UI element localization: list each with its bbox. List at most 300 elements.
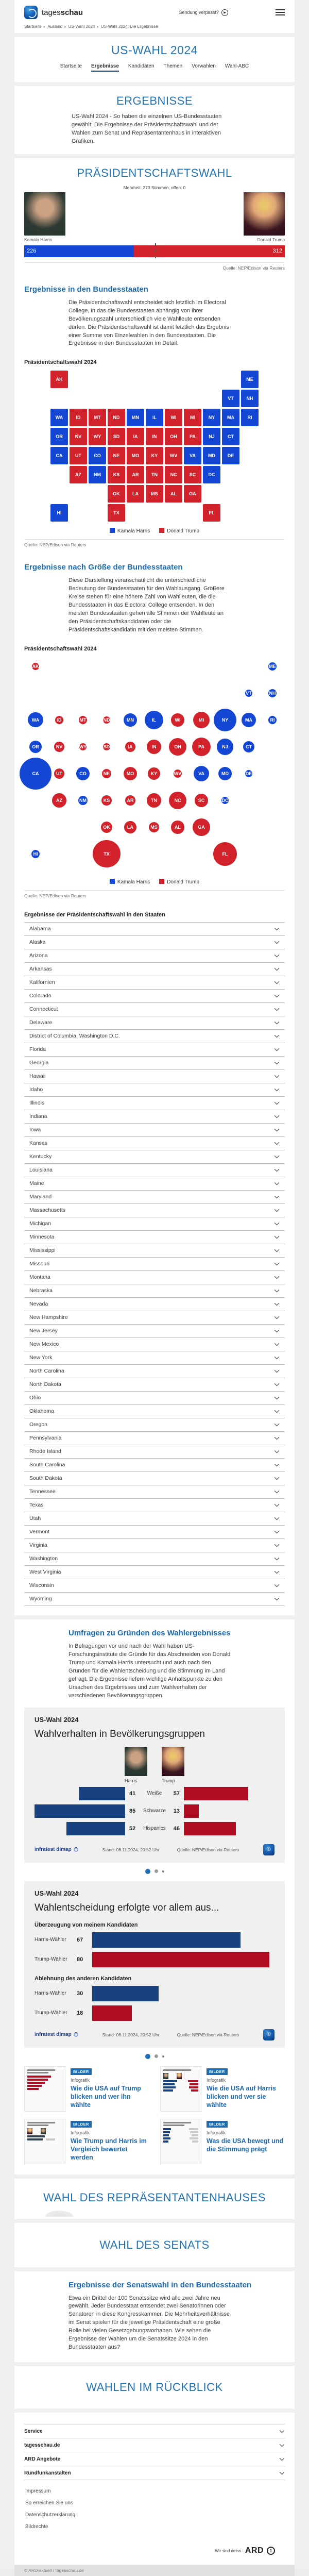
state-tile-LA[interactable]: LA bbox=[127, 485, 144, 503]
state-bubble-MD[interactable]: MD bbox=[218, 767, 232, 781]
chevron-down-icon bbox=[274, 1262, 280, 1266]
tab-themen[interactable]: Themen bbox=[163, 63, 183, 69]
chevron-down-icon bbox=[274, 1088, 280, 1092]
senate-text: Etwa ein Drittel der 100 Senatssitze wird alle zwei Jahre neu gewählt. Jeder Bundesstaat entsendet zwei Senatorinnen oder Senatoren in diese Kongresskammer. Die Mehrheitsverhältnisse im Senat spielen für die jeweilige Präsidentschaft eine große Rolle bei vielen Gesetzgebungsvorhaben. Wie sehen die Ergebnisse der Wahlen um die Senatssitze 2024 in den Bundesstaaten aus? bbox=[68, 2295, 230, 2351]
state-bubble-OR[interactable]: OR bbox=[29, 741, 42, 753]
reason-row bbox=[35, 1932, 274, 1948]
demo-row-Weiße bbox=[35, 1786, 274, 1801]
state-tile-CT[interactable]: CT bbox=[222, 428, 239, 445]
reason-group-label: Überzeugung von meinem Kandidaten bbox=[35, 1921, 138, 1928]
chevron-down-icon bbox=[274, 1343, 280, 1346]
majority-note: Mehrheit: 270 Stimmen, offen: 0 bbox=[123, 185, 186, 190]
state-accordion-row[interactable] bbox=[24, 1459, 285, 1472]
state-bubble-ME[interactable]: ME bbox=[268, 662, 277, 671]
carousel-dots bbox=[24, 1869, 285, 1874]
chevron-down-icon bbox=[274, 1316, 280, 1319]
state-accordion-row[interactable] bbox=[24, 1378, 285, 1392]
state-accordion-row[interactable] bbox=[24, 1083, 285, 1097]
state-accordion-row[interactable] bbox=[24, 1472, 285, 1485]
state-bubble-NV[interactable]: NV bbox=[54, 742, 65, 752]
state-accordion-row[interactable] bbox=[24, 923, 285, 936]
state-bubble-CA[interactable]: CA bbox=[20, 758, 52, 790]
state-name: Wisconsin bbox=[29, 1582, 54, 1589]
harris-bar bbox=[92, 1986, 159, 2001]
state-accordion-row[interactable] bbox=[24, 976, 285, 990]
map-chart-label: Präsidentschaftswahl 2024 bbox=[24, 359, 97, 366]
state-accordion-row[interactable] bbox=[24, 1204, 285, 1217]
stand-note: Stand: 06.11.2024, 20:52 Uhr bbox=[102, 2032, 160, 2037]
state-bubble-AK[interactable]: AK bbox=[32, 663, 40, 671]
state-tile-NY[interactable]: NY bbox=[203, 409, 220, 426]
state-tile-MO[interactable]: MO bbox=[127, 447, 144, 464]
state-tile-NC[interactable]: NC bbox=[165, 466, 182, 483]
state-tile-IL[interactable]: IL bbox=[146, 409, 163, 426]
tab-vorwahlen[interactable]: Vorwahlen bbox=[192, 63, 216, 69]
category-label: Schwarze bbox=[143, 1808, 166, 1814]
footer-accordion-ard-angebote[interactable] bbox=[24, 2452, 285, 2466]
voter-group-label: Trump-Wähler bbox=[35, 2010, 67, 2016]
state-name: South Carolina bbox=[29, 1462, 65, 1468]
state-tile-MN[interactable]: MN bbox=[127, 409, 144, 426]
state-tile-MI[interactable]: MI bbox=[184, 409, 201, 426]
legend-harris: Kamala Harris bbox=[110, 528, 150, 534]
state-bubble-NH[interactable]: NH bbox=[268, 689, 277, 698]
tab-kandidaten[interactable]: Kandidaten bbox=[128, 63, 154, 69]
chevron-down-icon bbox=[274, 1477, 280, 1480]
state-bubble-WI[interactable]: WI bbox=[171, 713, 185, 727]
state-bubble-PA[interactable]: PA bbox=[192, 738, 211, 757]
sendung-verpasst-link[interactable] bbox=[179, 9, 228, 16]
reason-row bbox=[35, 1986, 274, 2001]
state-tile-ND[interactable]: ND bbox=[108, 409, 125, 426]
footer-link[interactable]: Impressum bbox=[25, 2488, 51, 2495]
state-bubble-NE[interactable]: NE bbox=[102, 769, 112, 779]
state-accordion-row[interactable] bbox=[24, 1552, 285, 1566]
state-bubble-AL[interactable]: AL bbox=[171, 821, 184, 833]
state-accordion-row[interactable] bbox=[24, 1593, 285, 1606]
footer-link[interactable]: Bildrechte bbox=[25, 2524, 48, 2530]
chevron-down-icon bbox=[274, 1557, 280, 1561]
state-tile-MA[interactable]: MA bbox=[222, 409, 239, 426]
state-name: Iowa bbox=[29, 1127, 41, 1133]
trump-bar bbox=[184, 1822, 236, 1835]
ard-brand bbox=[24, 2533, 285, 2565]
chevron-down-icon bbox=[274, 1115, 280, 1118]
state-tile-FL[interactable]: FL bbox=[203, 504, 220, 522]
state-accordion-row[interactable] bbox=[24, 936, 285, 949]
state-bubble-MN[interactable]: MN bbox=[124, 713, 138, 727]
ard-one-icon: 1 bbox=[267, 2547, 275, 2555]
state-bubble-UT[interactable]: UT bbox=[54, 768, 65, 779]
teaser-title[interactable]: Wie die USA auf Trump blicken und wer ihn wählte bbox=[71, 2084, 141, 2109]
carousel-dot-1[interactable] bbox=[145, 2054, 150, 2059]
carousel-dot-3[interactable] bbox=[162, 1870, 164, 1872]
state-tile-CO[interactable]: CO bbox=[89, 447, 106, 464]
harris-thumb-name: Harris bbox=[125, 1778, 137, 1783]
state-list-heading: Ergebnisse der Präsidentschaftswahl in den Staaten bbox=[24, 911, 165, 918]
state-bubble-IL[interactable]: IL bbox=[145, 711, 164, 730]
state-tile-AZ[interactable]: AZ bbox=[70, 466, 87, 483]
state-name: Kalifornien bbox=[29, 979, 55, 986]
state-name: New Hampshire bbox=[29, 1314, 68, 1321]
state-name: Louisiana bbox=[29, 1167, 53, 1174]
teaser-card-2[interactable] bbox=[160, 2066, 285, 2112]
state-accordion-row[interactable] bbox=[24, 1325, 285, 1338]
state-accordion-row[interactable] bbox=[24, 1244, 285, 1258]
state-accordion-row[interactable] bbox=[24, 1579, 285, 1593]
state-accordion-row[interactable] bbox=[24, 1258, 285, 1271]
reason-group-label: Ablehnung des anderen Kandidaten bbox=[35, 1975, 132, 1982]
chevron-down-icon bbox=[274, 954, 280, 958]
carousel-dots bbox=[24, 2054, 285, 2059]
state-accordion-row[interactable] bbox=[24, 1164, 285, 1177]
state-tile-KS[interactable]: KS bbox=[108, 466, 125, 483]
teaser-card-4[interactable] bbox=[160, 2119, 285, 2164]
trump-value: 46 bbox=[173, 1825, 180, 1832]
state-tile-MS[interactable]: MS bbox=[146, 485, 163, 503]
state-accordion-row[interactable] bbox=[24, 1566, 285, 1579]
tab-startseite[interactable]: Startseite bbox=[60, 63, 82, 69]
state-name: Montana bbox=[29, 1274, 50, 1281]
state-accordion-row[interactable] bbox=[24, 963, 285, 976]
state-accordion-row[interactable] bbox=[24, 1432, 285, 1445]
state-tile-TN[interactable]: TN bbox=[146, 466, 163, 483]
state-bubble-DC[interactable]: DC bbox=[221, 797, 229, 805]
teaser-card-3[interactable] bbox=[24, 2119, 149, 2164]
state-accordion-row[interactable] bbox=[24, 1110, 285, 1124]
state-tile-GA[interactable]: GA bbox=[184, 485, 201, 503]
hamburger-menu-icon[interactable] bbox=[276, 9, 285, 15]
state-tile-SD[interactable]: SD bbox=[108, 428, 125, 445]
state-tile-KY[interactable]: KY bbox=[146, 447, 163, 464]
teaser-kicker: Infografik bbox=[207, 2130, 226, 2135]
harris-value: 41 bbox=[129, 1790, 136, 1797]
state-bubble-WA[interactable]: WA bbox=[28, 712, 43, 727]
chevron-down-icon bbox=[274, 1155, 280, 1159]
teaser-card-1[interactable] bbox=[24, 2066, 149, 2112]
state-tile-NV[interactable]: NV bbox=[70, 428, 87, 445]
trump-swatch bbox=[159, 879, 164, 884]
states-text: Die Präsidentschaftswahl entscheidet sich letztlich im Electoral College, in das die Bundesstaaten abhängig von ihrer Bevölkerungszahl unterschiedlich viele Wahlleute entsenden dürfen. Die Präsidentschaftswahl ist damit letztlich das Ergebnis einer Summe von Einzelwahlen in den Bundesstaaten. Die Ergebnisse in den Bundesstaaten im Detail. bbox=[68, 299, 229, 347]
vote-reason-bars bbox=[35, 1922, 274, 2021]
state-tile-UT[interactable]: UT bbox=[70, 447, 87, 464]
trump-thumb-name: Trump bbox=[162, 1778, 175, 1783]
chevron-down-icon bbox=[274, 1061, 280, 1065]
state-bubble-GA[interactable]: GA bbox=[193, 818, 210, 836]
state-accordion-row[interactable] bbox=[24, 1150, 285, 1164]
state-name: Maryland bbox=[29, 1194, 52, 1200]
senate-title-section bbox=[14, 2223, 295, 2267]
voter-group-label: Trump-Wähler bbox=[35, 1956, 67, 1962]
state-accordion-row[interactable] bbox=[24, 1070, 285, 1083]
state-tile-RI[interactable]: RI bbox=[241, 409, 259, 426]
chevron-down-icon bbox=[274, 1008, 280, 1011]
state-accordion-row[interactable] bbox=[24, 1177, 285, 1191]
tagesschau-logo-text[interactable]: tagesschau bbox=[42, 8, 83, 17]
state-name: Rhode Island bbox=[29, 1448, 61, 1455]
state-tile-ME[interactable]: ME bbox=[241, 371, 259, 388]
state-accordion-row[interactable] bbox=[24, 1526, 285, 1539]
demo-row-Schwarze bbox=[35, 1804, 274, 1818]
source-note: Quelle: NEP/Edison via Reuters bbox=[24, 262, 285, 271]
footer-link[interactable]: Datenschutzerklärung bbox=[25, 2512, 76, 2518]
state-tile-OH[interactable]: OH bbox=[165, 428, 182, 445]
chevron-down-icon bbox=[274, 1383, 280, 1386]
state-accordion-row[interactable] bbox=[24, 1311, 285, 1325]
state-bubble-VA[interactable]: VA bbox=[194, 766, 209, 781]
state-name: Texas bbox=[29, 1502, 44, 1509]
state-accordion-row[interactable] bbox=[24, 1231, 285, 1244]
ard-claim-text: Wir sind deins. bbox=[215, 2548, 242, 2553]
states-heading: Ergebnisse in den Bundesstaaten bbox=[24, 285, 148, 294]
state-name: Arkansas bbox=[29, 966, 52, 973]
footer-accordion-label: tagesschau.de bbox=[24, 2442, 60, 2448]
harris-photo bbox=[24, 192, 65, 236]
demographics-title: Wahlverhalten in Bevölkerungsgruppen bbox=[35, 1728, 205, 1739]
state-accordion-row[interactable] bbox=[24, 1539, 285, 1552]
state-tile-OR[interactable]: OR bbox=[50, 428, 68, 445]
copyright-text: © ARD-aktuell / tagesschau.de bbox=[24, 2568, 84, 2573]
footer-link[interactable]: So erreichen Sie uns bbox=[25, 2500, 73, 2506]
chevron-down-icon bbox=[274, 1048, 280, 1051]
state-tile-ID[interactable]: ID bbox=[70, 409, 87, 426]
value-label: 80 bbox=[77, 1956, 83, 1963]
state-accordion-row[interactable] bbox=[24, 949, 285, 963]
tab-wahl-abc[interactable]: Wahl-ABC bbox=[225, 63, 249, 69]
state-bubble-OH[interactable]: OH bbox=[169, 738, 187, 756]
chevron-down-icon bbox=[274, 1034, 280, 1038]
carousel-dot-2[interactable] bbox=[154, 2054, 158, 2058]
state-bubble-AZ[interactable]: AZ bbox=[52, 793, 66, 808]
state-bubble-MS[interactable]: MS bbox=[149, 822, 160, 833]
chevron-down-icon bbox=[274, 1450, 280, 1453]
state-accordion-row[interactable] bbox=[24, 1137, 285, 1150]
state-tile-VA[interactable]: VA bbox=[184, 447, 201, 464]
state-accordion-row[interactable] bbox=[24, 1097, 285, 1110]
state-tile-PA[interactable]: PA bbox=[184, 428, 201, 445]
value-label: 18 bbox=[77, 2010, 83, 2016]
state-bubble-TX[interactable]: TX bbox=[93, 840, 120, 867]
state-bubble-ID[interactable]: ID bbox=[55, 716, 64, 725]
state-bubble-ND[interactable]: ND bbox=[103, 716, 111, 724]
state-bubble-SC[interactable]: SC bbox=[195, 794, 208, 807]
state-tile-AL[interactable]: AL bbox=[165, 485, 182, 503]
state-bubble-MO[interactable]: MO bbox=[124, 767, 138, 781]
state-tile-DE[interactable]: DE bbox=[222, 447, 239, 464]
chevron-down-icon bbox=[274, 1530, 280, 1534]
state-tile-AK[interactable]: AK bbox=[50, 371, 68, 388]
state-name: West Virginia bbox=[29, 1569, 61, 1576]
legend-trump: Donald Trump bbox=[159, 528, 199, 534]
trump-votes-bar: 312 bbox=[134, 245, 285, 257]
state-bubble-NM[interactable]: NM bbox=[78, 796, 88, 806]
senate-heading: Ergebnisse der Senatswahl in den Bundesstaaten bbox=[68, 2280, 252, 2289]
demographics-card bbox=[24, 1708, 285, 1863]
chevron-down-icon bbox=[274, 927, 280, 931]
chevron-down-icon bbox=[274, 1356, 280, 1360]
infographic-teasers bbox=[24, 2066, 285, 2164]
state-bubble-CT[interactable]: CT bbox=[243, 741, 254, 752]
state-tile-MT[interactable]: MT bbox=[89, 409, 106, 426]
state-accordion-row[interactable] bbox=[24, 1298, 285, 1311]
footer-accordion-label: Service bbox=[24, 2428, 43, 2434]
sendung-verpasst-label: Sendung verpasst? bbox=[179, 10, 219, 15]
carousel-dot-3[interactable] bbox=[162, 2055, 164, 2058]
state-tile-WA[interactable]: WA bbox=[50, 409, 68, 426]
teaser-title[interactable]: Was die USA bewegt und die Stimmung prägt bbox=[207, 2137, 284, 2153]
state-bubble-IN[interactable]: IN bbox=[147, 740, 161, 754]
footer-accordion-tagesschau-de[interactable] bbox=[24, 2438, 285, 2452]
state-accordion-row[interactable] bbox=[24, 1392, 285, 1405]
state-bubble-AR[interactable]: AR bbox=[125, 795, 136, 806]
chevron-down-icon bbox=[274, 1182, 280, 1185]
state-accordion-row[interactable] bbox=[24, 1191, 285, 1204]
state-name: South Dakota bbox=[29, 1475, 62, 1482]
state-tile-CA[interactable]: CA bbox=[50, 447, 68, 464]
state-name: Mississippi bbox=[29, 1247, 56, 1254]
state-accordion-row[interactable] bbox=[24, 1057, 285, 1070]
state-accordion-row[interactable] bbox=[24, 1016, 285, 1030]
vote-reason-title: Wahlentscheidung erfolgte vor allem aus... bbox=[35, 1902, 219, 1913]
state-name: Pennsylvania bbox=[29, 1435, 62, 1442]
state-bubble-TN[interactable]: TN bbox=[147, 793, 161, 808]
category-label: Hispanics bbox=[143, 1826, 166, 1831]
surveys-section bbox=[14, 1619, 295, 2174]
copyright-strip bbox=[14, 2565, 295, 2576]
state-tile-IA[interactable]: IA bbox=[127, 428, 144, 445]
state-tile-SC[interactable]: SC bbox=[184, 466, 201, 483]
state-tile-MD[interactable]: MD bbox=[203, 447, 220, 464]
president-title: PRÄSIDENTSCHAFTSWAHL bbox=[77, 166, 232, 179]
state-tile-NE[interactable]: NE bbox=[108, 447, 125, 464]
chevron-down-icon bbox=[274, 1289, 280, 1293]
chevron-down-icon bbox=[274, 1276, 280, 1279]
state-bubble-MI[interactable]: MI bbox=[193, 712, 210, 729]
state-accordion-row[interactable] bbox=[24, 990, 285, 1003]
state-accordion-row[interactable] bbox=[24, 1124, 285, 1137]
state-bubble-NJ[interactable]: NJ bbox=[217, 739, 233, 755]
electoral-bar-chart bbox=[24, 192, 285, 271]
state-accordion-row[interactable] bbox=[24, 1405, 285, 1418]
footer-links bbox=[24, 2485, 285, 2533]
senate-results-section bbox=[14, 2271, 295, 2363]
state-tile-AR[interactable]: AR bbox=[127, 466, 144, 483]
state-tile-WV[interactable]: WV bbox=[165, 447, 182, 464]
teaser-title[interactable]: Wie die USA auf Harris blicken und wer sie wählte bbox=[207, 2084, 276, 2109]
state-bubble-CO[interactable]: CO bbox=[76, 767, 90, 781]
state-name: Virginia bbox=[29, 1542, 47, 1549]
state-name: Oklahoma bbox=[29, 1408, 54, 1415]
state-bubble-HI[interactable]: HI bbox=[31, 850, 40, 859]
state-bubble-RI[interactable]: RI bbox=[268, 716, 277, 725]
breadcrumb-link[interactable]: Ausland bbox=[47, 24, 63, 29]
state-bubble-OK[interactable]: OK bbox=[101, 822, 112, 833]
state-bubble-MA[interactable]: MA bbox=[242, 713, 256, 727]
state-tile-WY[interactable]: WY bbox=[89, 428, 106, 445]
play-icon[interactable]: ▶ bbox=[221, 9, 228, 16]
state-bubble-FL[interactable]: FL bbox=[213, 842, 237, 866]
state-bubble-NY[interactable]: NY bbox=[214, 709, 236, 731]
teaser-title[interactable]: Wie Trump und Harris im Vergleich bewertet werden bbox=[71, 2137, 147, 2161]
state-accordion-row[interactable] bbox=[24, 1512, 285, 1526]
state-bubble-WV[interactable]: WV bbox=[174, 770, 182, 778]
state-bubble-LA[interactable]: LA bbox=[124, 821, 136, 833]
state-bubble-IA[interactable]: IA bbox=[125, 742, 136, 752]
carousel-dot-2[interactable] bbox=[154, 1869, 158, 1873]
results-intro-section bbox=[14, 86, 295, 154]
state-accordion-row[interactable] bbox=[24, 1445, 285, 1459]
state-tile-HI[interactable]: HI bbox=[50, 504, 68, 522]
state-accordion-row[interactable] bbox=[24, 1418, 285, 1432]
state-accordion-row[interactable] bbox=[24, 1284, 285, 1298]
tab-ergebnisse[interactable]: Ergebnisse bbox=[91, 63, 119, 72]
state-accordion-row[interactable] bbox=[24, 1338, 285, 1351]
state-tile-IN[interactable]: IN bbox=[146, 428, 163, 445]
chevron-down-icon bbox=[274, 1249, 280, 1252]
trump-photo bbox=[244, 192, 285, 236]
carousel-dot-1[interactable] bbox=[145, 1869, 150, 1874]
state-bubble-SD[interactable]: SD bbox=[103, 743, 111, 751]
chevron-down-icon bbox=[274, 1369, 280, 1373]
state-bubble-DE[interactable]: DE bbox=[245, 770, 253, 778]
state-tile-VT[interactable]: VT bbox=[222, 390, 239, 407]
president-section bbox=[14, 158, 295, 1615]
state-name: Tennessee bbox=[29, 1488, 56, 1495]
state-accordion-row[interactable] bbox=[24, 1499, 285, 1512]
state-bubble-KY[interactable]: KY bbox=[148, 767, 160, 780]
bubble-legend bbox=[24, 879, 285, 885]
state-tile-NJ[interactable]: NJ bbox=[203, 428, 220, 445]
state-accordion-row[interactable] bbox=[24, 1217, 285, 1231]
state-accordion-row[interactable] bbox=[24, 1485, 285, 1499]
state-accordion-row[interactable] bbox=[24, 1365, 285, 1378]
state-tile-OK[interactable]: OK bbox=[108, 485, 125, 503]
state-bubble-NC[interactable]: NC bbox=[169, 792, 186, 809]
state-tile-DC[interactable]: DC bbox=[203, 466, 220, 483]
chevron-down-icon bbox=[274, 1436, 280, 1440]
state-tile-TX[interactable]: TX bbox=[108, 504, 125, 522]
chevron-down-icon bbox=[274, 1463, 280, 1467]
state-accordion-row[interactable] bbox=[24, 1271, 285, 1284]
results-intro-title: ERGEBNISSE bbox=[116, 94, 193, 107]
state-bubble-VT[interactable]: VT bbox=[245, 690, 253, 697]
breadcrumb-link[interactable]: Startseite bbox=[24, 24, 42, 29]
majority-270-marker bbox=[155, 243, 156, 258]
state-bubble-WY[interactable]: WY bbox=[79, 743, 87, 751]
bubble-source: Quelle: NEP/Edison via Reuters bbox=[24, 893, 87, 898]
footer-accordion-service[interactable] bbox=[24, 2424, 285, 2438]
state-accordion-row[interactable] bbox=[24, 1030, 285, 1043]
breadcrumb-link[interactable]: US-Wahl 2024 bbox=[68, 24, 95, 29]
reason-row bbox=[35, 2005, 274, 2021]
state-bubble-MT[interactable]: MT bbox=[79, 716, 88, 725]
state-accordion-row[interactable] bbox=[24, 1003, 285, 1016]
footer-accordion-rundfunkanstalten[interactable] bbox=[24, 2466, 285, 2480]
state-tile-NH[interactable]: NH bbox=[241, 390, 259, 407]
state-accordion-row[interactable] bbox=[24, 1351, 285, 1365]
state-bubble-KS[interactable]: KS bbox=[101, 795, 112, 806]
tagesschau-logo-icon[interactable] bbox=[24, 6, 38, 19]
state-tile-NM[interactable]: NM bbox=[89, 466, 106, 483]
demographics-bars bbox=[35, 1786, 274, 1836]
harris-caption: Kamala Harris bbox=[24, 237, 52, 242]
footer-accordion bbox=[24, 2424, 285, 2480]
breadcrumb-link[interactable]: US-Wahl 2024: Die Ergebnisse bbox=[101, 24, 158, 29]
chevron-down-icon bbox=[274, 967, 280, 971]
state-tile-WI[interactable]: WI bbox=[165, 409, 182, 426]
state-accordion-row[interactable] bbox=[24, 1043, 285, 1057]
state-name: Minnesota bbox=[29, 1234, 55, 1241]
